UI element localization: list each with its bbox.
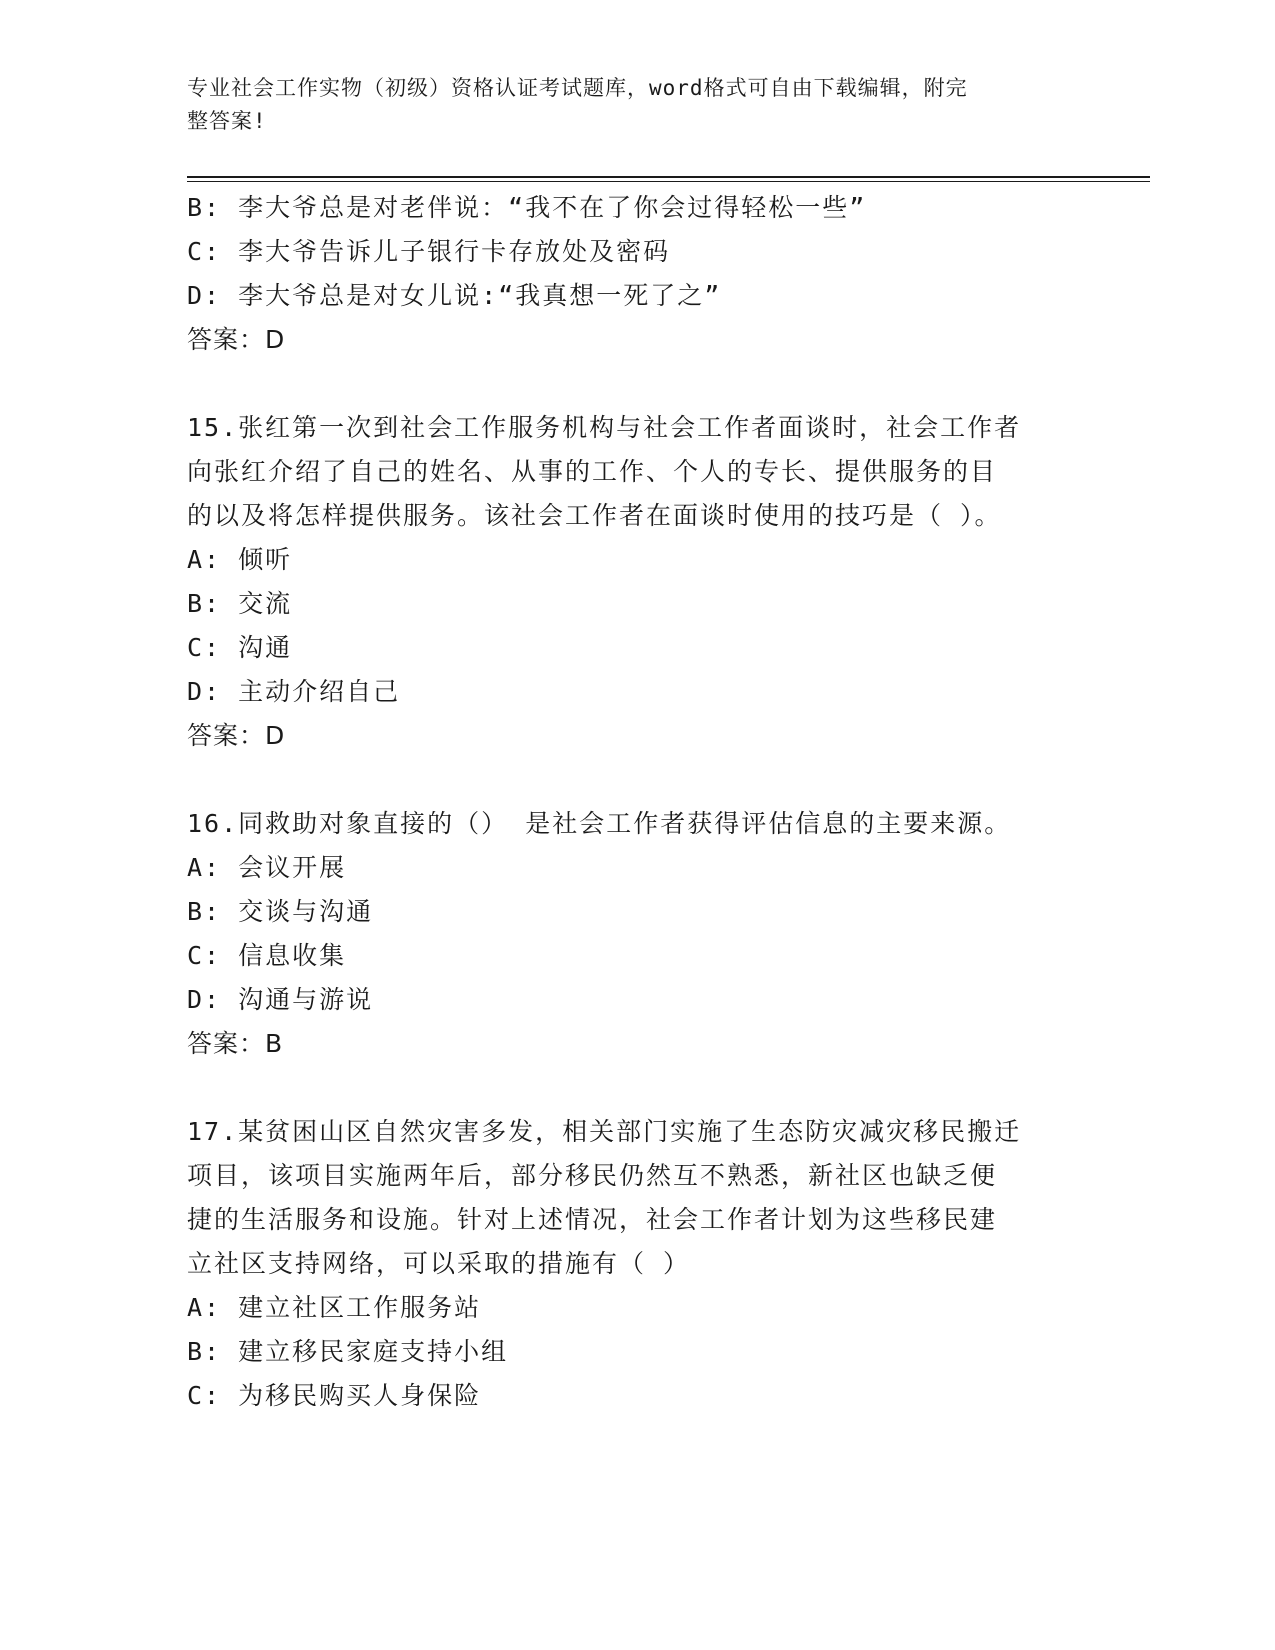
q16-option-b: B: 交谈与沟通 — [187, 897, 374, 926]
q16-option-a: A: 会议开展 — [187, 853, 347, 882]
q14-answer: 答案：D — [187, 325, 286, 354]
q15-option-c: C: 沟通 — [187, 633, 293, 662]
q15-stem-line-1: 15.张红第一次到社会工作服务机构与社会工作者面谈时，社会工作者 — [187, 413, 1022, 442]
q15-stem-line-3: 的以及将怎样提供服务。该社会工作者在面谈时使用的技巧是（ ）。 — [187, 501, 1002, 530]
q17-stem-line-4: 立社区支持网络，可以采取的措施有（ ） — [187, 1249, 691, 1278]
header-line-1: 专业社会工作实物（初级）资格认证考试题库，word格式可自由下载编辑，附完 — [187, 76, 968, 100]
q17-stem-line-1: 17.某贫困山区自然灾害多发，相关部门实施了生态防灾减灾移民搬迁 — [187, 1117, 1022, 1146]
q15-answer: 答案：D — [187, 721, 286, 750]
q16-option-c: C: 信息收集 — [187, 941, 347, 970]
q14-option-d: D: 李大爷总是对女儿说:“我真想一死了之” — [187, 281, 722, 310]
q17-stem-line-2: 项目，该项目实施两年后，部分移民仍然互不熟悉，新社区也缺乏便 — [187, 1161, 998, 1190]
q15-option-b: B: 交流 — [187, 589, 293, 618]
q16-answer: 答案：B — [187, 1029, 284, 1058]
q17-option-a: A: 建立社区工作服务站 — [187, 1293, 482, 1322]
q14-option-b: B: 李大爷总是对老伴说：“我不在了你会过得轻松一些” — [187, 193, 867, 222]
q14-option-c: C: 李大爷告诉儿子银行卡存放处及密码 — [187, 237, 671, 266]
q15-option-d: D: 主动介绍自己 — [187, 677, 401, 706]
q15-option-a: A: 倾听 — [187, 545, 293, 574]
page-header — [187, 72, 1067, 138]
header-line-2: 整答案! — [187, 109, 267, 133]
header-divider-thick — [187, 176, 1150, 178]
q17-stem-line-3: 捷的生活服务和设施。针对上述情况，社会工作者计划为这些移民建 — [187, 1205, 998, 1234]
q17-option-c: C: 为移民购买人身保险 — [187, 1381, 482, 1410]
q16-option-d: D: 沟通与游说 — [187, 985, 374, 1014]
q15-stem-line-2: 向张红介绍了自己的姓名、从事的工作、个人的专长、提供服务的目 — [187, 457, 998, 486]
q16-stem-line-1: 16.同救助对象直接的（） 是社会工作者获得评估信息的主要来源。 — [187, 809, 1012, 838]
q17-option-b: B: 建立移民家庭支持小组 — [187, 1337, 509, 1366]
header-divider-thin — [187, 181, 1150, 182]
